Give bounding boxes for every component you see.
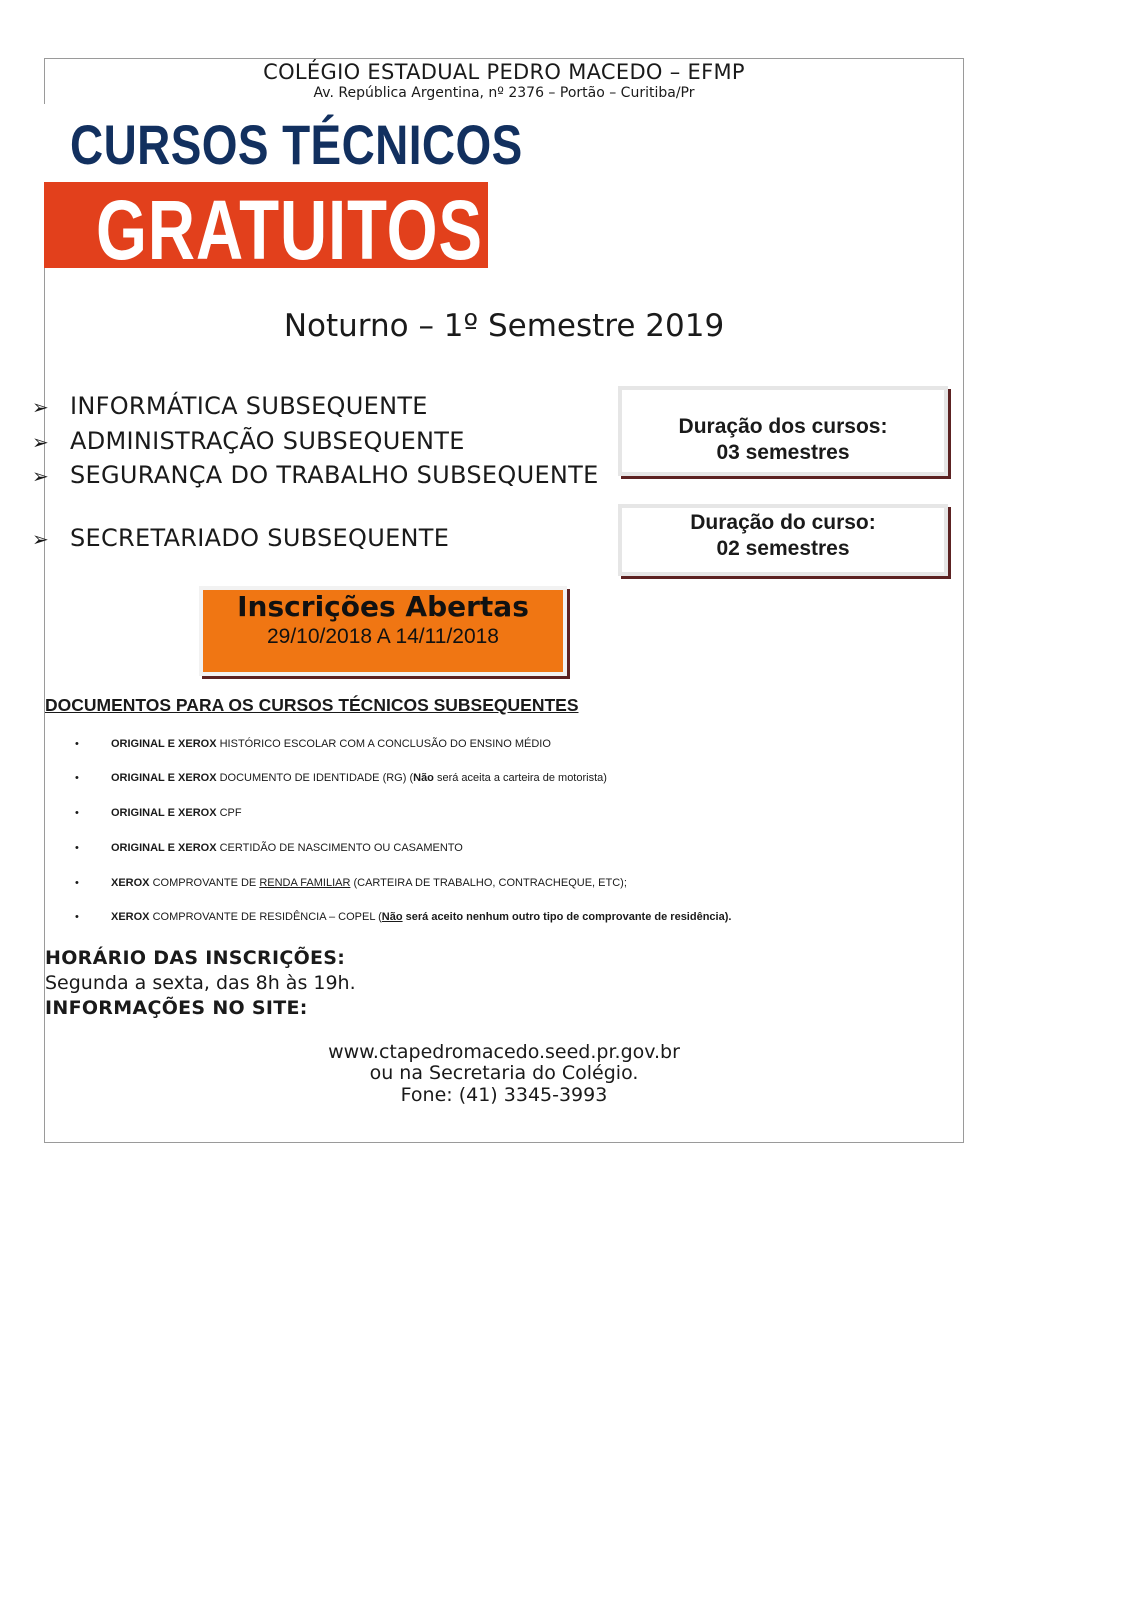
bullet-icon: •	[75, 772, 79, 784]
duration-label: Duração do curso:	[690, 511, 876, 534]
duration-value: 02 semestres	[716, 537, 850, 560]
duration-label: Duração dos cursos:	[678, 415, 888, 438]
schedule-title: HORÁRIO DAS INSCRIÇÕES:	[45, 947, 346, 969]
banner-title	[44, 104, 523, 182]
document-item: • ORIGINAL E XEROX HISTÓRICO ESCOLAR COM A CONCLUSÃO DO ENSINO MÉDIO	[75, 738, 551, 750]
course-item: ➢ SEGURANÇA DO TRABALHO SUBSEQUENTE	[32, 461, 599, 489]
inscricoes-box	[199, 586, 567, 676]
inscricoes-title: Inscrições Abertas	[237, 590, 529, 623]
bullet-icon: •	[75, 877, 79, 889]
phone-text: Fone: (41) 3345-3993	[400, 1084, 608, 1106]
bullet-icon: •	[75, 738, 79, 750]
arrow-bullet-icon: ➢	[32, 464, 50, 488]
banner-highlight	[44, 182, 488, 277]
duration-box-3-semesters	[618, 386, 948, 476]
inscricoes-dates: 29/10/2018 A 14/11/2018	[266, 625, 499, 648]
arrow-bullet-icon: ➢	[32, 395, 50, 419]
site-link[interactable]: www.ctapedromacedo.seed.pr.gov.br	[328, 1041, 680, 1063]
school-name: COLÉGIO ESTADUAL PEDRO MACEDO – EFMP	[263, 60, 745, 84]
document-item: • ORIGINAL E XEROX CPF	[75, 807, 242, 819]
bullet-icon: •	[75, 807, 79, 819]
schedule-text: Segunda a sexta, das 8h às 19h.	[45, 972, 356, 994]
course-item: ➢ SECRETARIADO SUBSEQUENTE	[32, 524, 450, 552]
duration-box-2-semesters	[618, 504, 948, 576]
document-item: • ORIGINAL E XEROX DOCUMENTO DE IDENTIDADE (RG) (Não será aceita a carteira de motorista)	[75, 772, 607, 784]
semester-title: Noturno – 1º Semestre 2019	[283, 308, 725, 344]
arrow-bullet-icon: ➢	[32, 527, 50, 551]
school-address: Av. República Argentina, nº 2376 – Portão – Curitiba/Pr	[313, 85, 695, 101]
document-item: • XEROX COMPROVANTE DE RESIDÊNCIA – COPEL (Não será aceito nenhum outro tipo de comprovante de residência).	[75, 911, 732, 923]
banner-line2: GRATUITOS	[96, 183, 483, 277]
arrow-bullet-icon: ➢	[32, 430, 50, 454]
bullet-icon: •	[75, 842, 79, 854]
document-item: • ORIGINAL E XEROX CERTIDÃO DE NASCIMENTO OU CASAMENTO	[75, 842, 463, 854]
document-item: • XEROX COMPROVANTE DE RENDA FAMILIAR (CARTEIRA DE TRABALHO, CONTRACHEQUE, ETC);	[75, 877, 627, 889]
course-item: ➢ ADMINISTRAÇÃO SUBSEQUENTE	[32, 427, 465, 455]
duration-value: 03 semestres	[716, 441, 850, 464]
secretaria-text: ou na Secretaria do Colégio.	[369, 1062, 639, 1084]
documents-title: DOCUMENTOS PARA OS CURSOS TÉCNICOS SUBSEQUENTES	[45, 695, 579, 715]
course-item: ➢ INFORMÁTICA SUBSEQUENTE	[32, 392, 428, 420]
bullet-icon: •	[75, 911, 79, 923]
info-title: INFORMAÇÕES NO SITE:	[45, 997, 308, 1019]
banner-line1: CURSOS TÉCNICOS	[70, 113, 523, 176]
